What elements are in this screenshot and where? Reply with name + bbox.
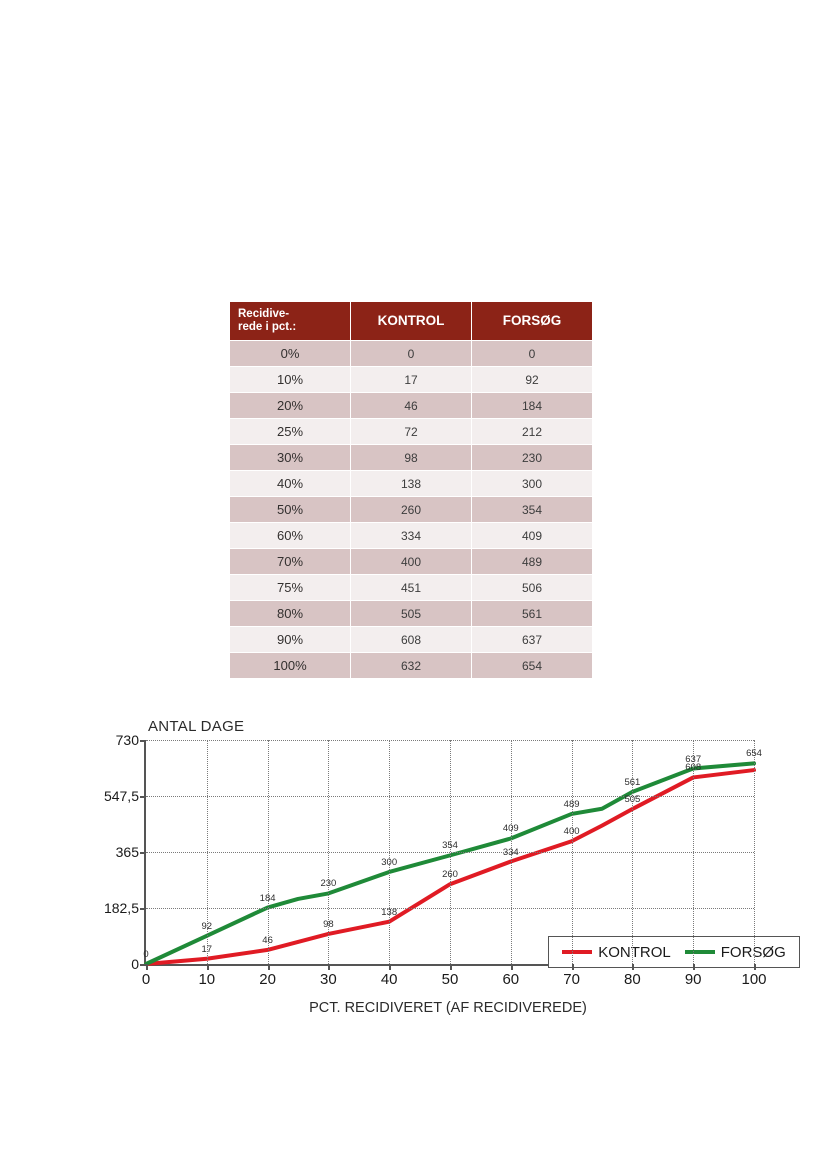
y-tick-label: 730	[115, 732, 139, 748]
x-tickmark	[693, 964, 695, 970]
gridline-vertical	[328, 740, 329, 964]
cell-pct: 70%	[230, 549, 351, 575]
data-point-label: 300	[381, 856, 398, 868]
recidive-table	[229, 301, 593, 679]
x-tickmark	[389, 964, 391, 970]
x-tickmark	[572, 964, 574, 970]
cell-pct: 40%	[230, 471, 351, 497]
x-tick-label: 50	[441, 971, 459, 988]
gridline-vertical	[389, 740, 390, 964]
y-tick-label: 547,5	[103, 788, 139, 804]
cell-kontrol: 334	[351, 523, 472, 549]
cell-kontrol: 451	[351, 575, 472, 601]
data-point-label: 230	[320, 878, 337, 890]
table-header	[230, 302, 593, 341]
gridline-vertical	[268, 740, 269, 964]
legend-item-kontrol	[562, 944, 671, 961]
x-tick-label: 100	[741, 971, 767, 988]
x-tickmark	[632, 964, 634, 970]
cell-pct: 90%	[230, 627, 351, 653]
table-row	[230, 393, 593, 419]
cell-pct: 0%	[230, 341, 351, 367]
table-row	[230, 419, 593, 445]
legend-label-forsog: FORSØG	[720, 943, 786, 961]
cell-pct: 100%	[230, 653, 351, 679]
y-tickmark	[140, 852, 146, 854]
cell-forsog: 300	[472, 471, 593, 497]
data-point-label: 260	[442, 869, 458, 881]
cell-forsog: 409	[472, 523, 593, 549]
table-row	[230, 601, 593, 627]
cell-forsog: 561	[472, 601, 593, 627]
gridline-vertical	[572, 740, 573, 964]
x-tick-label: 60	[502, 971, 520, 988]
table-row	[230, 471, 593, 497]
cell-pct: 75%	[230, 575, 351, 601]
data-point-label: 184	[259, 892, 276, 904]
data-point-label: 561	[624, 776, 641, 788]
x-tick-label: 20	[259, 971, 276, 988]
cell-kontrol: 632	[351, 653, 472, 679]
data-point-label: 489	[563, 798, 580, 810]
table-row	[230, 575, 593, 601]
table-row	[230, 653, 593, 679]
cell-pct: 80%	[230, 601, 351, 627]
x-tick-label: 30	[320, 971, 337, 988]
data-point-label: 409	[502, 823, 519, 835]
gridline-vertical	[632, 740, 633, 964]
x-tickmark	[146, 964, 148, 970]
x-tick-label: 90	[684, 971, 702, 988]
table-row	[230, 523, 593, 549]
cell-pct: 10%	[230, 367, 351, 393]
data-point-label: 608	[685, 762, 702, 774]
cell-forsog: 654	[472, 653, 593, 679]
cell-kontrol: 46	[351, 393, 472, 419]
x-tickmark	[328, 964, 330, 970]
column-header-pct-line1: Recidive-	[238, 308, 290, 320]
chart-legend	[548, 936, 800, 968]
data-point-label: 400	[563, 826, 580, 838]
x-tickmark	[268, 964, 270, 970]
cell-pct: 25%	[230, 419, 351, 445]
data-point-label: 354	[442, 840, 458, 852]
line-chart	[84, 718, 786, 1038]
x-tick-label: 40	[380, 971, 398, 988]
table-header-row	[230, 302, 593, 341]
gridline-vertical	[693, 740, 694, 964]
y-tickmark	[140, 796, 146, 798]
table-row	[230, 341, 593, 367]
cell-kontrol: 98	[351, 445, 472, 471]
cell-kontrol: 72	[351, 419, 472, 445]
column-header-kontrol: KONTROL	[351, 302, 472, 341]
x-tick-label: 0	[141, 971, 151, 988]
y-tickmark	[140, 908, 146, 910]
cell-forsog: 212	[472, 419, 593, 445]
column-header-pct-line2: rede i pct.:	[238, 321, 297, 334]
recidive-table-container	[229, 301, 593, 679]
cell-kontrol: 260	[351, 497, 472, 523]
x-tickmark	[207, 964, 209, 970]
data-point-label: 17	[201, 943, 213, 955]
chart-title: ANTAL DAGE	[148, 718, 245, 735]
x-tick-label: 80	[624, 971, 641, 988]
y-tick-label: 0	[131, 956, 139, 972]
cell-pct: 30%	[230, 445, 351, 471]
column-header-pct	[230, 302, 351, 341]
gridline-vertical	[754, 740, 755, 964]
cell-forsog: 637	[472, 627, 593, 653]
table-row	[230, 445, 593, 471]
chart-x-axis-label: PCT. RECIDIVERET (AF RECIDIVEREDE)	[309, 1000, 587, 1016]
cell-pct: 20%	[230, 393, 351, 419]
cell-pct: 60%	[230, 523, 351, 549]
y-tick-label: 365	[115, 844, 139, 860]
x-tickmark	[511, 964, 513, 970]
data-point-label: 637	[685, 753, 702, 765]
cell-kontrol: 505	[351, 601, 472, 627]
data-point-label: 46	[262, 934, 273, 946]
legend-swatch-kontrol	[562, 950, 592, 954]
data-point-label: 654	[746, 748, 762, 760]
gridline-vertical	[450, 740, 451, 964]
legend-swatch-forsog	[685, 950, 715, 954]
data-point-label: 138	[381, 906, 398, 918]
y-tick-label: 182,5	[103, 900, 139, 916]
cell-pct: 50%	[230, 497, 351, 523]
legend-item-forsog	[685, 944, 786, 961]
table-row	[230, 627, 593, 653]
table-row	[230, 549, 593, 575]
cell-kontrol: 400	[351, 549, 472, 575]
cell-kontrol: 0	[351, 341, 472, 367]
legend-label-kontrol: KONTROL	[598, 943, 671, 961]
cell-forsog: 92	[472, 367, 593, 393]
cell-forsog: 230	[472, 445, 593, 471]
data-point-label: 98	[323, 918, 334, 930]
data-point-label: 334	[502, 846, 519, 858]
table-row	[230, 497, 593, 523]
x-tickmark	[754, 964, 756, 970]
cell-forsog: 489	[472, 549, 593, 575]
cell-kontrol: 138	[351, 471, 472, 497]
chart-plot-area	[103, 732, 786, 988]
data-point-label: 505	[624, 794, 641, 806]
cell-forsog: 184	[472, 393, 593, 419]
column-header-forsog: FORSØG	[472, 302, 593, 341]
cell-kontrol: 17	[351, 367, 472, 393]
table-row	[230, 367, 593, 393]
cell-kontrol: 608	[351, 627, 472, 653]
x-tick-label: 70	[563, 971, 580, 988]
x-tick-label: 10	[198, 971, 216, 988]
data-point-label: 0	[143, 949, 149, 960]
x-tickmark	[450, 964, 452, 970]
cell-forsog: 354	[472, 497, 593, 523]
cell-forsog: 506	[472, 575, 593, 601]
data-point-label: 92	[201, 920, 213, 932]
table-body	[230, 341, 593, 679]
cell-forsog: 0	[472, 341, 593, 367]
y-tickmark	[140, 740, 146, 742]
